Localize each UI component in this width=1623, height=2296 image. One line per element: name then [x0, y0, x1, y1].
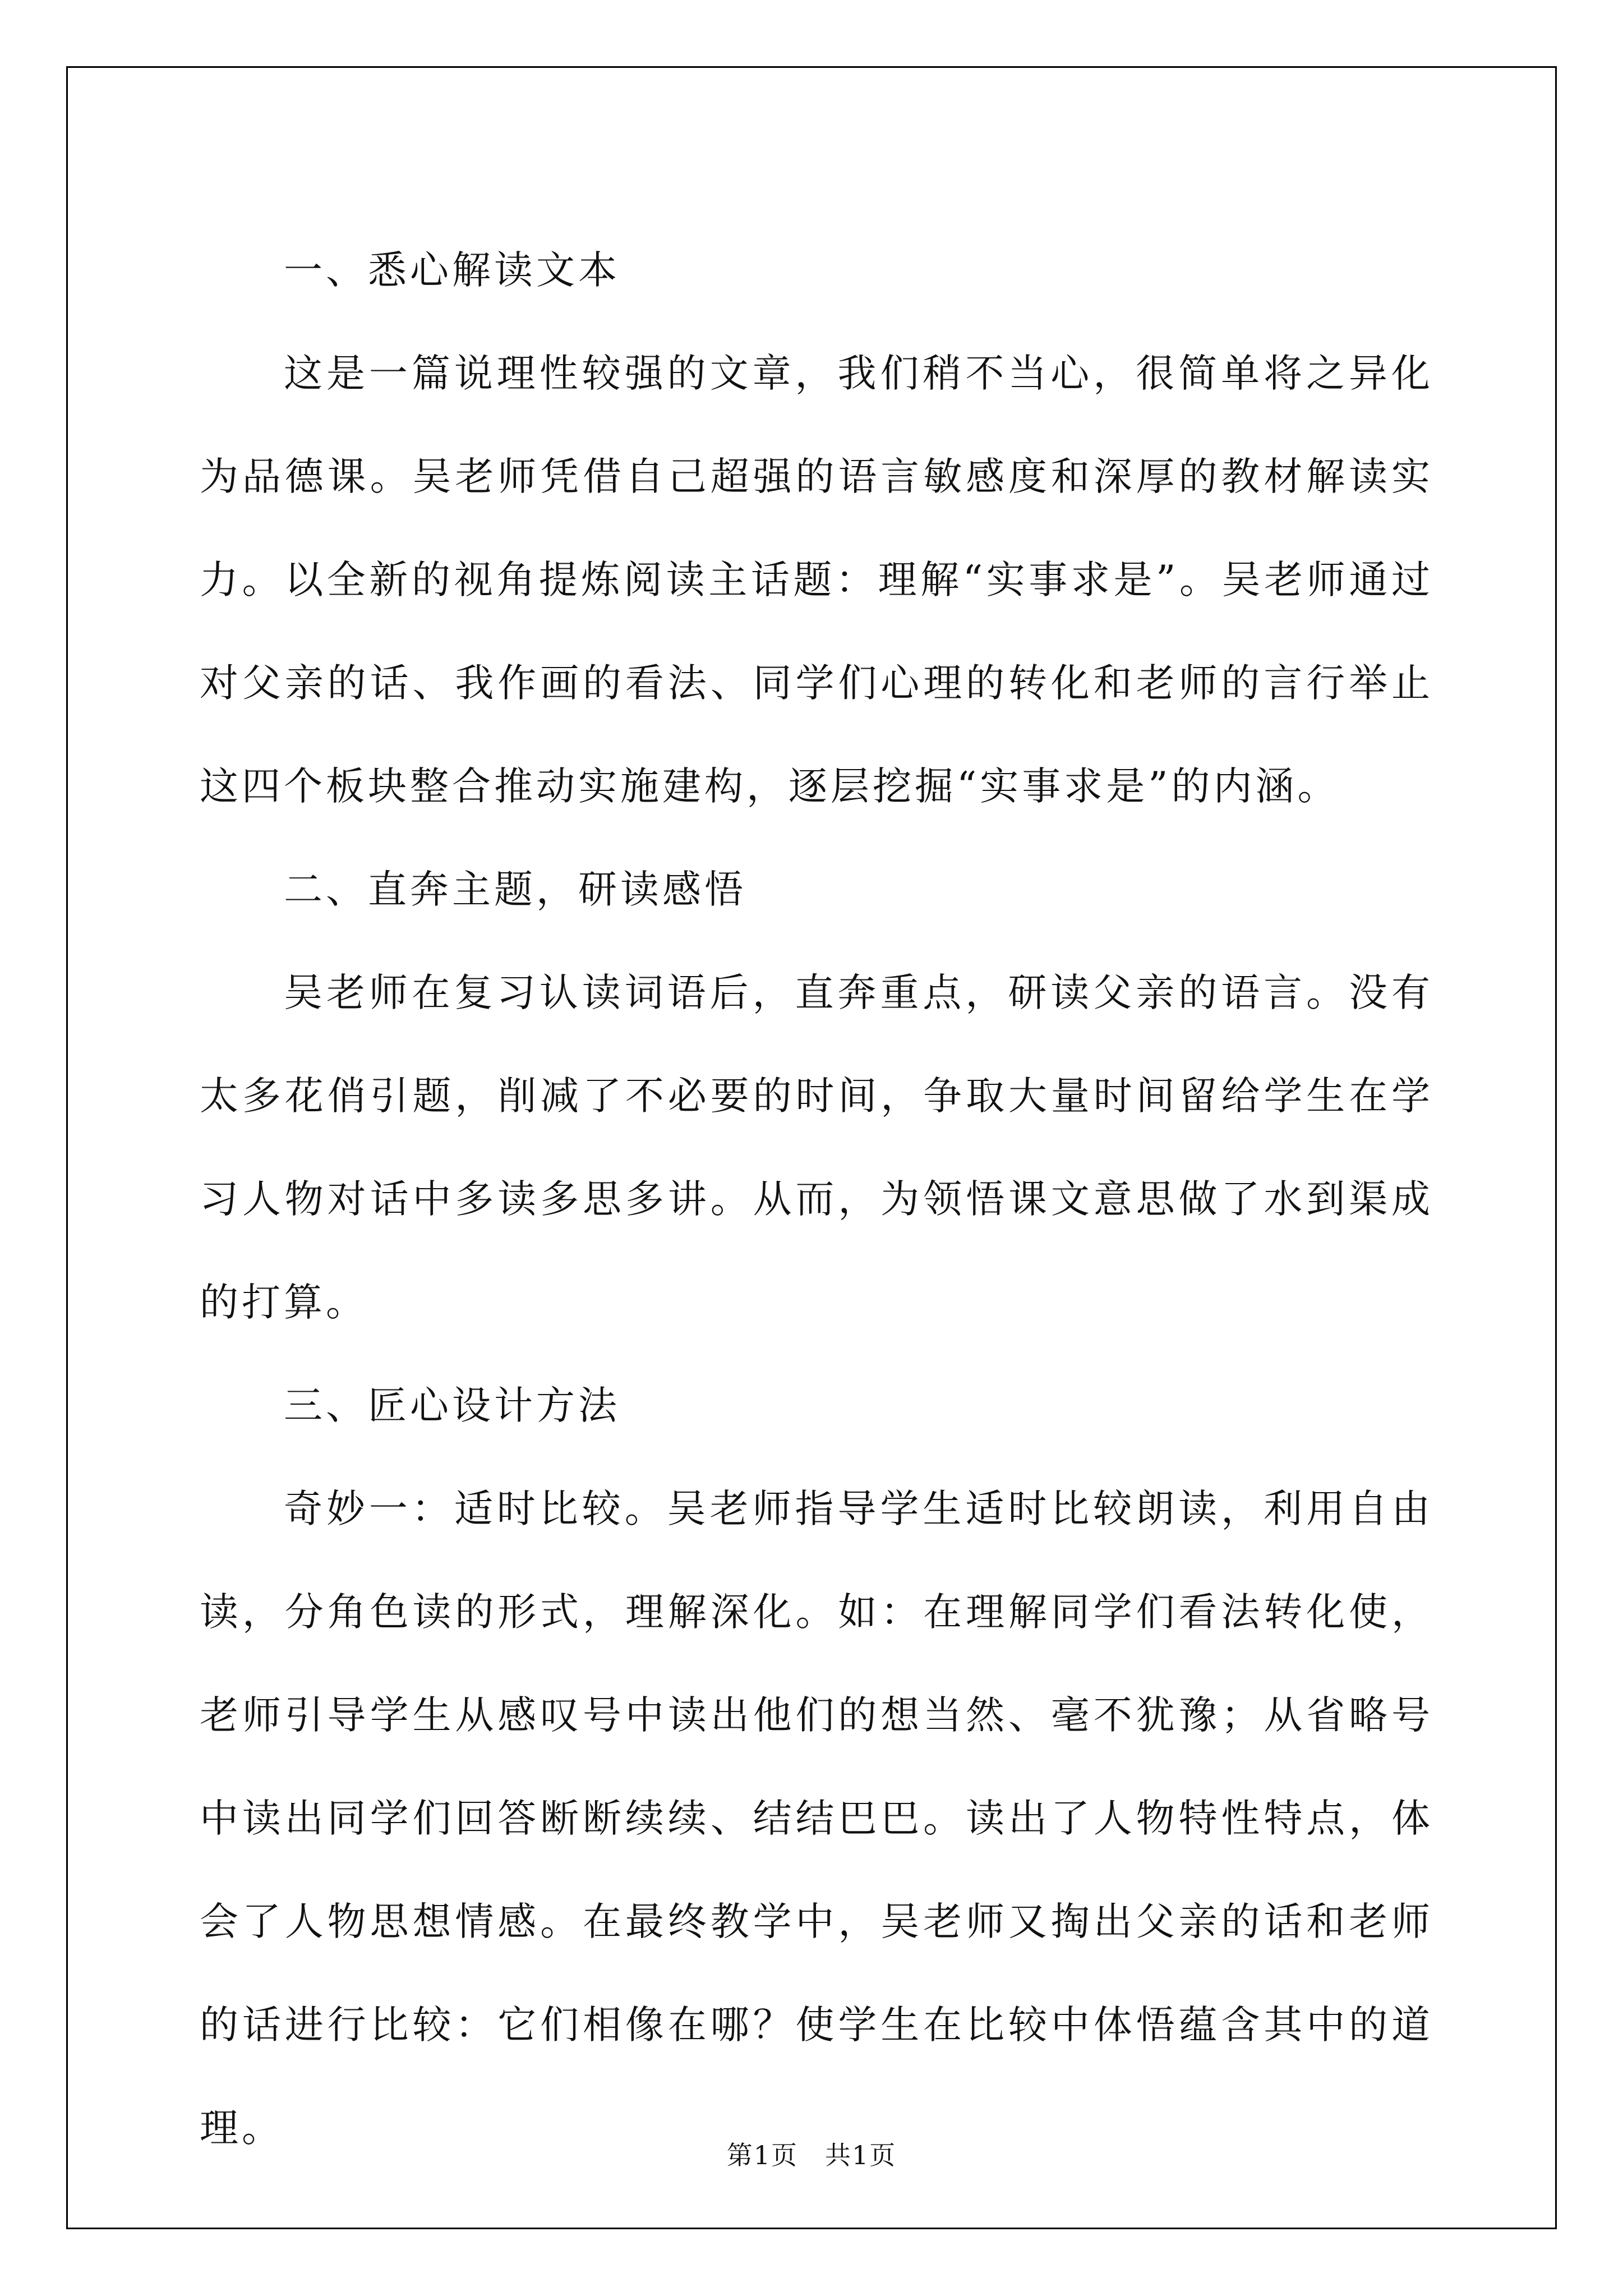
document-body: [200, 219, 1433, 2180]
page-footer: 第1页 共1页: [726, 2140, 897, 2170]
paragraph-3: 奇妙一：适时比较。吴老师指导学生适时比较朗读，利用自由读，分角色读的形式，理解深化。如：在理解同学们看法转化使，老师引导学生从感叹号中读出他们的想当然、毫不犹豫；从省略号中读出同学们回答断断续续、结结巴巴。读出了人物特性特点，体会了人物思想情感。在最终教学中，吴老师又掏出父亲的话和老师的话进行比较：它们相像在哪？使学生在比较中体悟蕴含其中的道理。: [200, 1487, 1433, 2151]
heading-1: 一、悉心解读文本: [284, 248, 620, 293]
heading-3: 三、匠心设计方法: [284, 1383, 620, 1428]
heading-2: 二、直奔主题，研读感悟: [284, 867, 746, 912]
paragraph-2: 吴老师在复习认读词语后，直奔重点，研读父亲的语言。没有太多花俏引题，削减了不必要的时间，争取大量时间留给学生在学习人物对话中多读多思多讲。从而，为领悟课文意思做了水到渠成的打算。: [200, 970, 1433, 1325]
paragraph-1: 这是一篇说理性较强的文章，我们稍不当心，很简单将之异化为品德课。吴老师凭借自己超强的语言敏感度和深厚的教材解读实力。以全新的视角提炼阅读主话题：理解“实事求是”。吴老师通过对父亲的话、我作画的看法、同学们心理的转化和老师的言行举止这四个板块整合推动实施建构，逐层挖掘“实事求是”的内涵。: [200, 351, 1433, 809]
